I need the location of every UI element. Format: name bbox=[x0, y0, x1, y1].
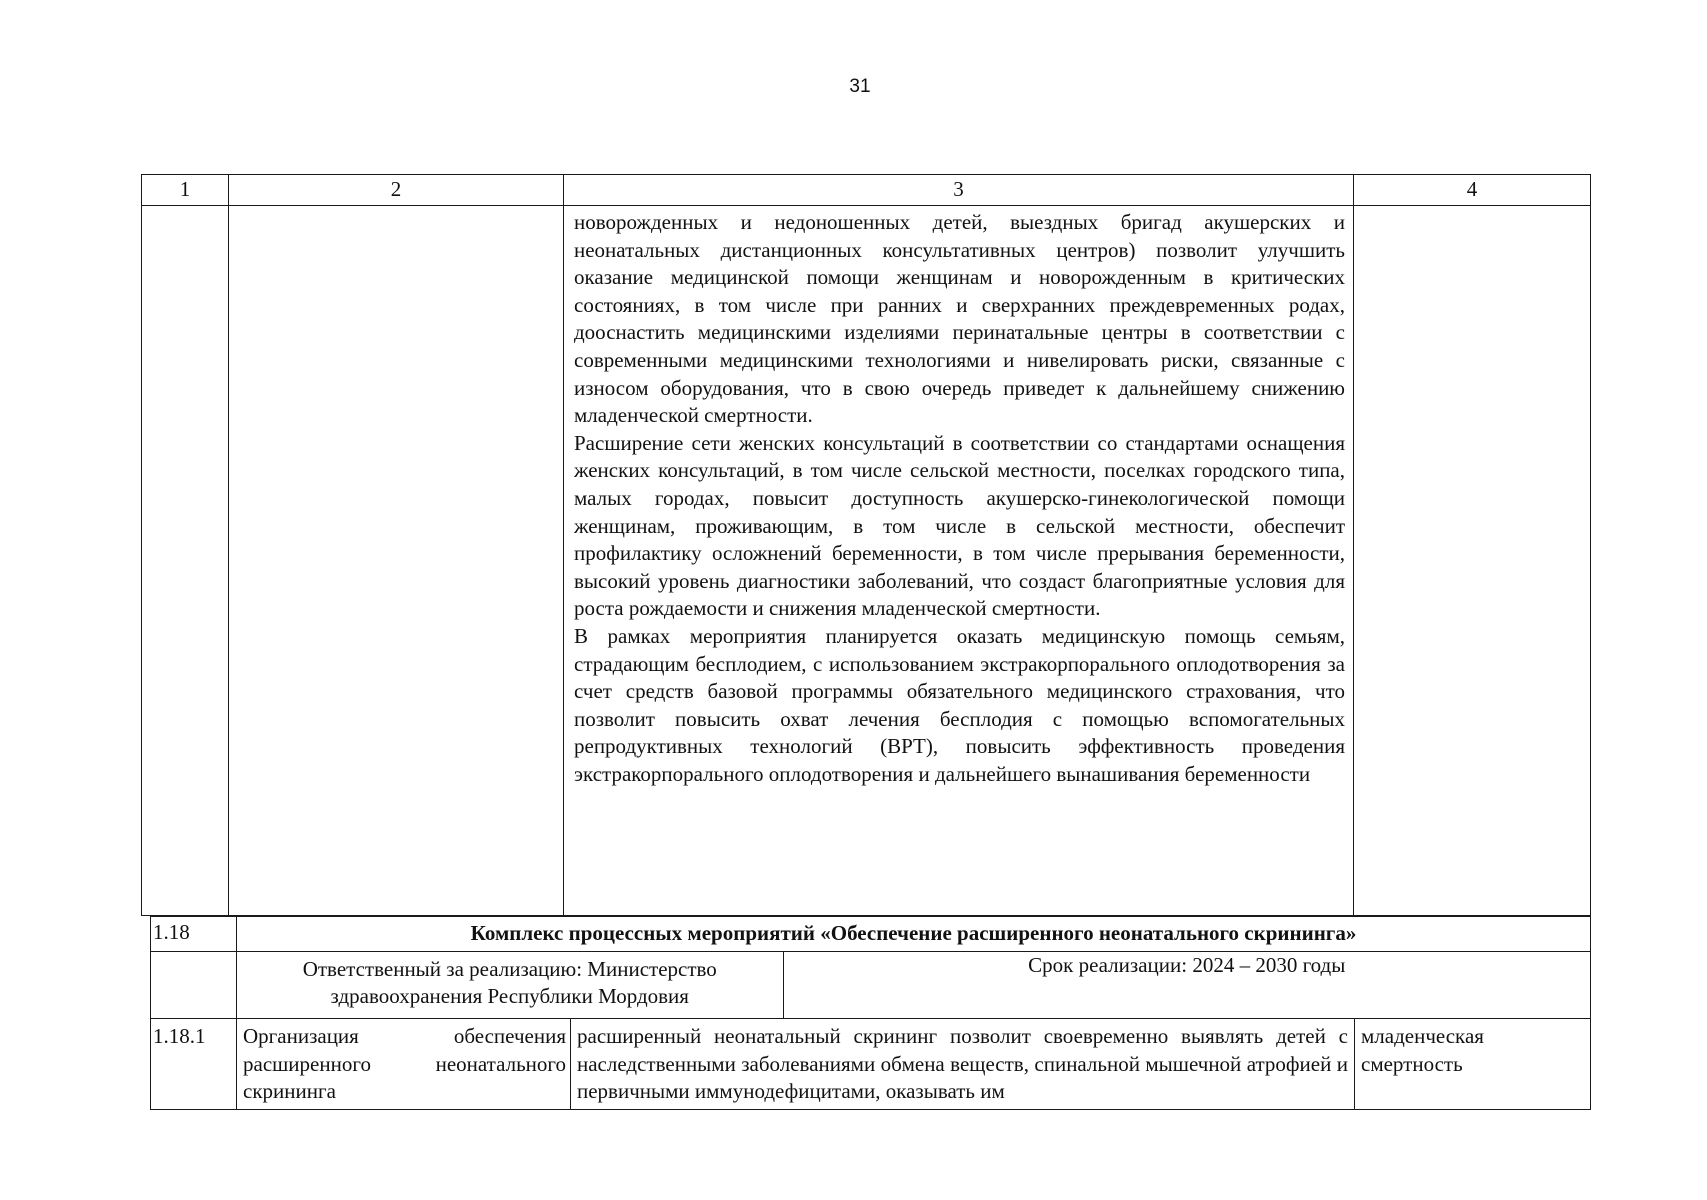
responsibility-empty-cell bbox=[151, 952, 237, 1019]
column-number-1: 1 bbox=[142, 175, 229, 206]
section-table bbox=[150, 916, 1591, 1110]
measure-indicator: младенческая смертность bbox=[1355, 1019, 1591, 1110]
measure-name: Организация обеспечения расширенного неонатального скрининга bbox=[237, 1019, 571, 1110]
continued-description-cell bbox=[564, 206, 1354, 916]
column-number-3: 3 bbox=[564, 175, 1354, 206]
continued-cell-2 bbox=[229, 206, 564, 916]
paragraph-ivf: В рамках мероприятия планируется оказать медицинскую помощь семьям, страдающим бесплодием, с использованием экстракорпорального оплодотворения за счет средств базовой программы обязательного медицинского страхования, что позволит повысить охват лечения бесплодия с помощью вспомогательных репродуктивных технологий (ВРТ), повысить эффективность проведения экстракорпорального оплодотворения и дальнейшего вынашивания беременности bbox=[574, 623, 1345, 786]
section-title: Комплекс процессных мероприятий «Обеспечение расширенного неонатального скрининга» bbox=[237, 917, 1591, 952]
table-row-1-18-1 bbox=[151, 1019, 1591, 1110]
table-header-row bbox=[142, 175, 1591, 206]
section-number: 1.18 bbox=[151, 917, 237, 952]
section-responsibility-row bbox=[151, 952, 1591, 1019]
responsible-party: Ответственный за реализацию: Министерство здравоохранения Республики Мордовия bbox=[237, 952, 783, 1018]
page-number: 31 bbox=[849, 76, 871, 97]
continued-cell-1 bbox=[142, 206, 229, 916]
responsibility-container bbox=[237, 952, 1591, 1019]
responsibility-inner-table bbox=[237, 952, 1590, 1018]
continued-cell-4 bbox=[1354, 206, 1591, 916]
main-table bbox=[141, 174, 1591, 916]
implementation-term: Срок реализации: 2024 – 2030 годы bbox=[1028, 953, 1346, 977]
measure-description: расширенный неонатальный скрининг позволит своевременно выявлять детей с наследственными заболеваниями обмена веществ, спинальной мышечной атрофией и первичными иммунодефицитами, оказывать им bbox=[571, 1019, 1355, 1110]
column-number-2: 2 bbox=[229, 175, 564, 206]
paragraph-equipment: новорожденных и недоношенных детей, выездных бригад акушерских и неонатальных дистанционных консультативных центров) позволит улучшить оказание медицинской помощи женщинам и новорожденным в критических состояниях, в том числе при ранних и сверхранних преждевременных родах, дооснастить медицинскими изделиями перинатальные центры в соответствии с современными медицинскими технологиями и нивелировать риски, связанные с износом оборудования, что в свою очередь приведет к дальнейшему снижению младенческой смертности. bbox=[574, 210, 1345, 428]
row-number: 1.18.1 bbox=[151, 1019, 237, 1110]
column-number-4: 4 bbox=[1354, 175, 1591, 206]
section-1-18-title-row bbox=[151, 917, 1591, 952]
continued-row bbox=[142, 206, 1591, 916]
paragraph-womens-consultations: Расширение сети женских консультаций в соответствии со стандартами оснащения женских консультаций, в том числе сельской местности, поселках городского типа, малых городах, повысит доступность акушерско-гинекологической помощи женщинам, проживающим, в том числе в сельской местности, обеспечит профилактику осложнений беременности, в том числе прерывания беременности, высокий уровень диагностики заболеваний, что создаст благоприятные условия для роста рождаемости и снижения младенческой смертности. bbox=[574, 430, 1345, 621]
